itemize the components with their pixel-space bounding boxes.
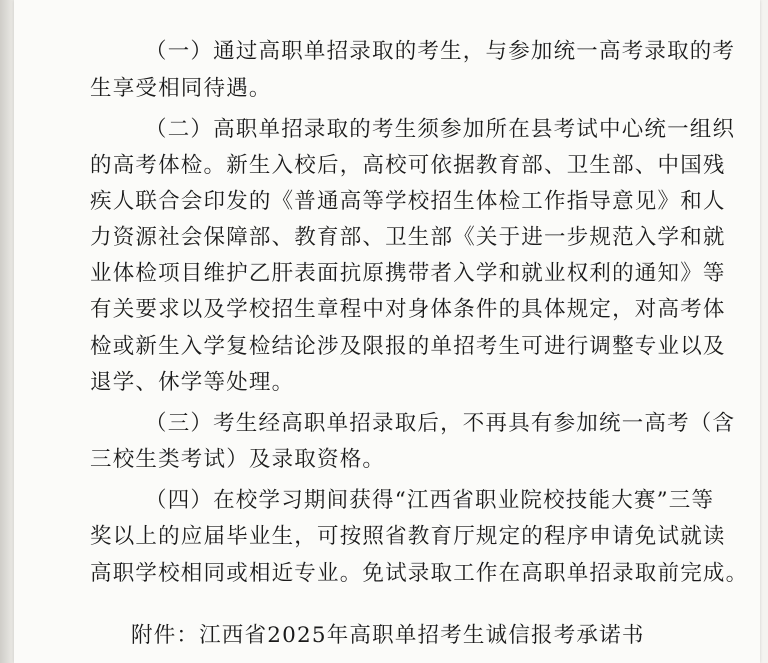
page-edge-shadow	[0, 0, 14, 663]
paragraph-2-line-2: 的高考体检。新生入校后，高校可依据教育部、卫生部、中国残	[90, 153, 726, 178]
paragraph-1-line-2: 生享受相同待遇。	[90, 76, 272, 101]
paragraph-4-line-1: （四）在校学习期间获得“江西省职业院校技能大赛”三等	[145, 488, 715, 513]
paragraph-3-line-1: （三）考生经高职单招录取后，不再具有参加统一高考（含	[145, 411, 736, 436]
document-page	[14, 0, 760, 663]
annex-line: 附件：江西省2025年高职单招考生诚信报考承诺书	[131, 623, 645, 648]
paragraph-3-line-2: 三校生类考试）及录取资格。	[90, 447, 386, 472]
paragraph-2-line-1: （二）高职单招录取的考生须参加所在县考试中心统一组织	[145, 117, 736, 142]
paragraph-1-line-1: （一）通过高职单招录取的考生，与参加统一高考录取的考	[145, 39, 736, 64]
paragraph-4-line-3: 高职学校相同或相近专业。免试录取工作在高职单招录取前完成。	[90, 561, 749, 586]
paragraph-2-line-7: 检或新生入学复检结论涉及限报的单招考生可进行调整专业以及	[90, 334, 726, 359]
paragraph-2-line-6: 有关要求以及学校招生章程中对身体条件的具体规定，对高考体	[90, 297, 726, 322]
paragraph-4-line-2: 奖以上的应届毕业生，可按照省教育厅规定的程序申请免试就读	[90, 524, 726, 549]
paragraph-2-line-3: 疾人联合会印发的《普通高等学校招生体检工作指导意见》和人	[90, 189, 726, 214]
paragraph-2-line-5: 业体检项目维护乙肝表面抗原携带者入学和就业权利的通知》等	[90, 261, 726, 286]
paragraph-2-line-8: 退学、休学等处理。	[90, 370, 295, 395]
paragraph-2-line-4: 力资源社会保障部、教育部、卫生部《关于进一步规范入学和就	[90, 225, 726, 250]
